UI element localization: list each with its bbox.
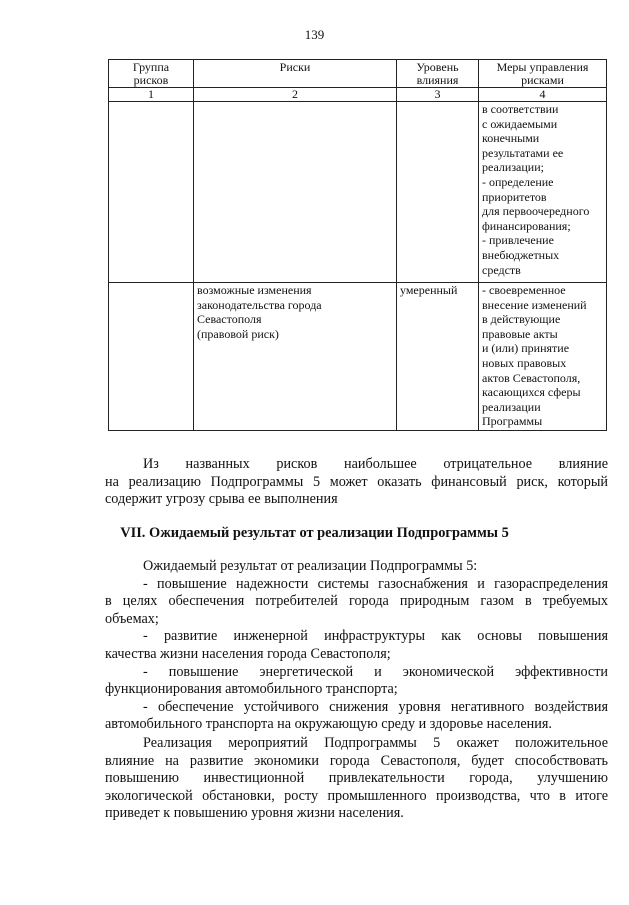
column-number: 1: [109, 88, 194, 102]
cell-measures-line: правовые акты: [482, 326, 558, 341]
header-risks: Риски: [194, 60, 397, 88]
expected-item-line: качества жизни населения города Севастополя;: [105, 645, 391, 662]
header-impact-level: Уровень влияния: [397, 60, 479, 88]
header-risk-group: Группа рисков: [109, 60, 194, 88]
expected-item-line: функционирования автомобильного транспорта;: [105, 681, 398, 698]
cell-risk-line: законодательства города: [197, 297, 322, 312]
final-line: повышению инвестиционной привлекательности города, улучшению: [105, 770, 608, 787]
expected-results-list: [105, 576, 608, 734]
cell-risk: [194, 102, 397, 283]
cell-measures-line: в соответствии: [482, 102, 559, 116]
column-number: 4: [479, 88, 607, 102]
cell-risk-line: возможные изменения: [197, 283, 312, 297]
column-number: 2: [194, 88, 397, 102]
cell-measures-line: - привлечение: [482, 233, 554, 248]
header-risk-measures: Меры управления рисками: [479, 60, 607, 88]
cell-measures: [479, 283, 607, 431]
cell-risk-line: Севастополя: [197, 312, 262, 327]
cell-risk-group: [109, 283, 194, 431]
final-line: экологической обстановки, росту промышленного производства, что в итоге: [105, 787, 608, 804]
table-row: [109, 102, 607, 283]
cell-measures-line: реализации;: [482, 160, 544, 175]
page-number: 139: [304, 27, 325, 42]
cell-measures-line: касающихся сферы: [482, 385, 581, 400]
cell-measures-line: актов Севастополя,: [482, 370, 581, 385]
cell-measures-line: с ожидаемыми: [482, 116, 558, 131]
cell-measures-line: результатами ее: [482, 145, 564, 160]
cell-measures-line: финансирования;: [482, 218, 571, 233]
cell-measures-line: реализации: [482, 399, 541, 414]
expected-item-line: в целях обеспечения потребителей города природным газом в требуемых: [105, 593, 608, 610]
cell-measures-line: средств: [482, 262, 521, 277]
cell-measures-line: новых правовых: [482, 355, 567, 370]
table-row: [109, 283, 607, 431]
final-paragraph: [105, 735, 608, 823]
cell-impact-level: умеренный: [397, 283, 479, 431]
cell-impact-level: [397, 102, 479, 283]
conclusion-line: Из названных рисков наибольшее отрицательное влияние: [143, 456, 608, 472]
cell-measures-line: конечными: [482, 131, 540, 146]
expected-item-line: - повышение надежности системы газоснабжения и газораспределения: [143, 575, 608, 592]
cell-measures-line: - определение: [482, 174, 554, 189]
expected-item-line: - повышение энергетической и экономической эффективности: [143, 663, 608, 680]
expected-results: [105, 558, 608, 734]
cell-risk-line: (правовой риск): [197, 326, 279, 341]
expected-item-line: - развитие инженерной инфраструктуры как основы повышения: [143, 628, 608, 645]
expected-item-line: автомобильного транспорта на окружающую среду и здоровье населения.: [105, 716, 552, 733]
cell-measures-line: для первоочередного: [482, 204, 590, 219]
expected-item-line: - обеспечение устойчивого снижения уровня негативного воздействия: [143, 698, 608, 715]
table-header-row: [109, 60, 607, 88]
final-line: приведет к повышению уровня жизни населения.: [105, 805, 404, 822]
cell-measures-line: приоритетов: [482, 189, 547, 204]
expected-intro: Ожидаемый результат от реализации Подпрограммы 5:: [143, 558, 478, 574]
cell-measures: [479, 102, 607, 283]
conclusion-line: на реализацию Подпрограммы 5 может оказать финансовый риск, который: [105, 473, 608, 490]
cell-measures-line: в действующие: [482, 312, 561, 327]
column-number: 3: [397, 88, 479, 102]
cell-measures-line: и (или) принятие: [482, 341, 570, 356]
cell-risk-group: [109, 102, 194, 283]
cell-measures-line: - своевременное: [482, 283, 566, 297]
risk-table: [108, 59, 607, 431]
conclusion-paragraph: [105, 456, 608, 509]
cell-measures-line: внесение изменений: [482, 297, 587, 312]
final-line: Реализация мероприятий Подпрограммы 5 окажет положительное: [143, 735, 608, 751]
conclusion-line: содержит угрозу срыва ее выполнения: [105, 491, 338, 508]
final-line: влияние на развитие экономики города Севастополя, будет способствовать: [105, 752, 608, 769]
section-heading: VII. Ожидаемый результат от реализации Подпрограммы 5: [120, 525, 509, 541]
column-number-row: [109, 88, 607, 102]
cell-measures-line: внебюджетных: [482, 247, 560, 262]
cell-risk: [194, 283, 397, 431]
expected-item-line: объемах;: [105, 610, 159, 627]
cell-measures-line: Программы: [482, 414, 543, 429]
